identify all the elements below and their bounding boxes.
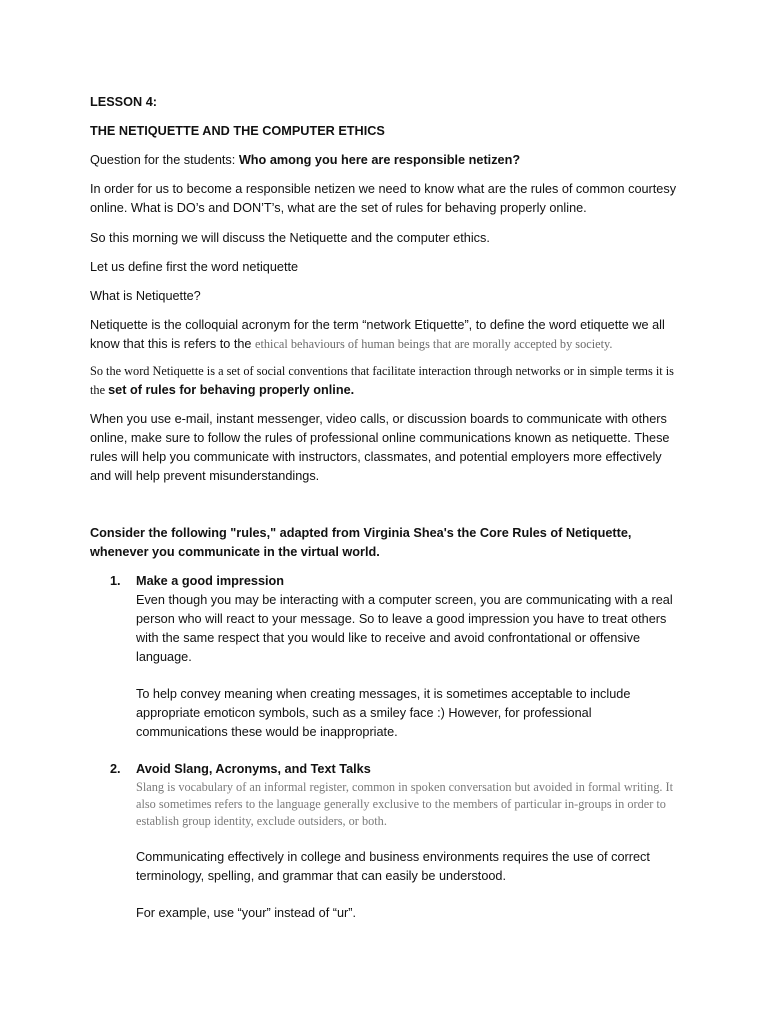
rule-paragraph: Even though you may be interacting with a computer screen, you are communicating with a real person who will react to your message. So to leave a good impression you have to treat others with the same respect that you would like to receive and avoid confrontational or offensive language. [136, 593, 673, 664]
rule-paragraph: Communicating effectively in college and business environments requires the use of correct terminology, spelling, and grammar that can easily be understood. [136, 850, 650, 883]
lesson-title: THE NETIQUETTE AND THE COMPUTER ETHICS [90, 124, 385, 138]
question-prefix: Question for the students: [90, 153, 239, 167]
rule-body [136, 760, 684, 923]
rule-heading: Avoid Slang, Acronyms, and Text Talks [136, 762, 371, 776]
define-paragraph: Let us define first the word netiquette [90, 260, 299, 274]
so-word-bold-text: set of rules for behaving properly online [108, 383, 351, 397]
intro-paragraph: In order for us to become a responsible netizen we need to know what are the rules of common courtesy online. What is DO’s and DON’T’s, what are the set of rules for behaving properly online. [90, 182, 677, 215]
email-paragraph: When you use e-mail, instant messenger, video calls, or discussion boards to communicate with others online, make sure to follow the rules of professional online communications known as netiquette. These rules will help you communicate with instructors, classmates, and potential employers more effectively and will help prevent misunderstandings. [90, 412, 670, 483]
rule-heading: Make a good impression [136, 574, 285, 588]
rule-paragraph: To help convey meaning when creating messages, it is sometimes acceptable to include appropriate emoticon symbols, such as a smiley face :) However, for professional communications these would be inappropriate. [136, 687, 631, 739]
rule-paragraph-slang: Slang is vocabulary of an informal register, common in spoken conversation but avoided in formal writing. It also sometimes refers to the language generally exclusive to the members of particular in-groups in order to establish group identity, exclude outsiders, or both. [136, 780, 674, 828]
what-is-paragraph: What is Netiquette? [90, 289, 201, 303]
rule-number: 1. [110, 574, 121, 588]
question-paragraph [90, 151, 680, 170]
so-word-end: . [350, 383, 355, 397]
morning-paragraph: So this morning we will discuss the Netiquette and the computer ethics. [90, 231, 490, 245]
so-word-paragraph [90, 362, 680, 400]
consider-heading: Consider the following "rules," adapted from Virginia Shea's the Core Rules of Netiquette, whenever you communicate in the virtual world. [90, 526, 632, 559]
so-word-text: So the word Netiquette is a set of social conventions that facilitate interaction through networks or in simple terms it is the [90, 364, 674, 397]
question-text: Who among you here are responsible netizen? [238, 153, 521, 167]
rule-number: 2. [110, 762, 121, 776]
colloquial-text: Netiquette is the colloquial acronym for the term “network Etiquette”, to define the word etiquette we all know that this is refers to the [90, 318, 665, 351]
colloquial-paragraph [90, 316, 680, 354]
rule-paragraph: For example, use “your” instead of “ur”. [136, 906, 356, 920]
rule-body [136, 572, 684, 742]
lesson-label: LESSON 4: [90, 95, 157, 109]
colloquial-grey-text: ethical behaviours of human beings that are morally accepted by society. [255, 337, 613, 351]
